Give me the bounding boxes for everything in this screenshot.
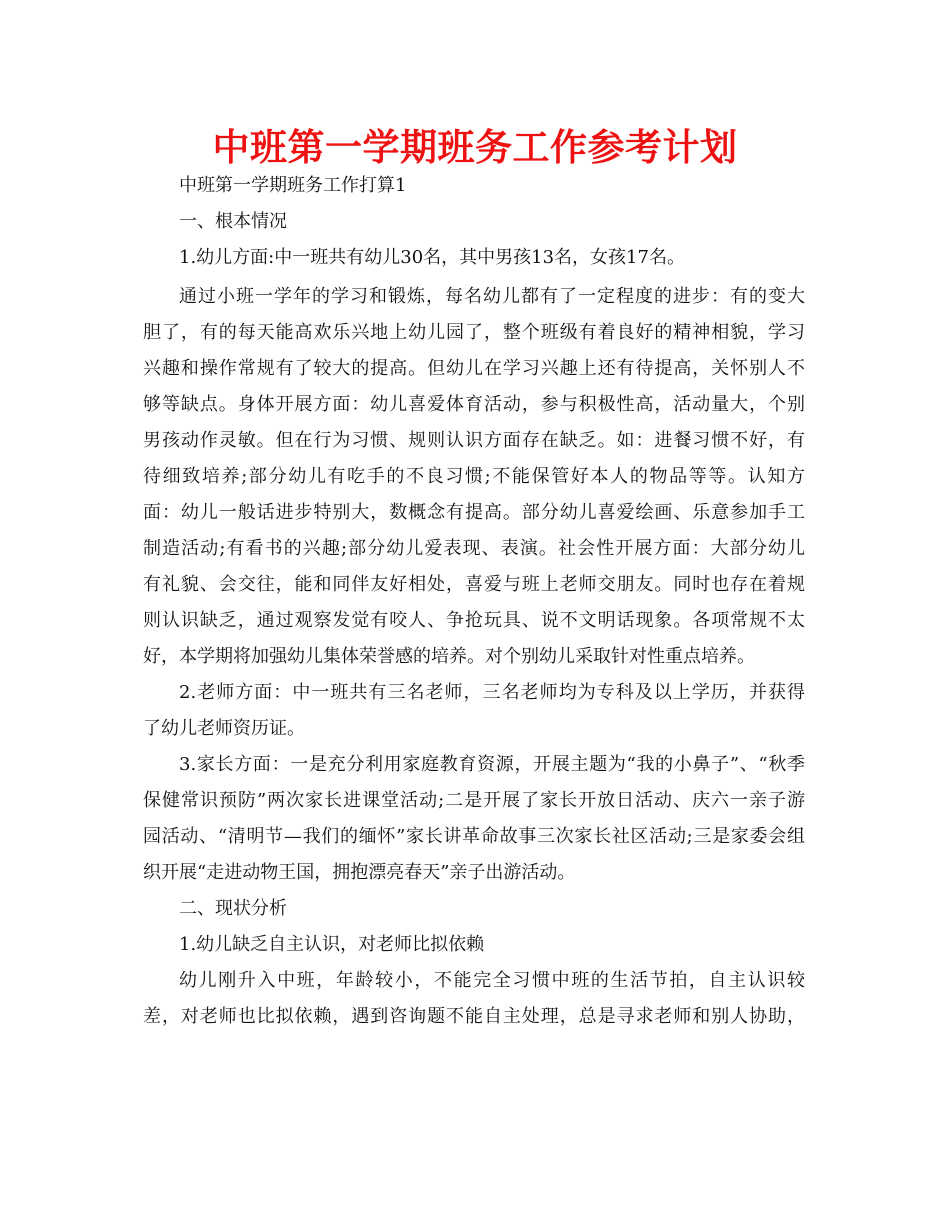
subtitle-line: 中班第一学期班务工作打算1	[179, 175, 407, 196]
paragraph-line: 保健常识预防”两次家长进课堂活动;二是开展了家长开放日活动、庆六一亲子游	[143, 790, 805, 811]
paragraph-line: 兴趣和操作常规有了较大的提高。但幼儿在学习兴趣上还有待提高，关怀别人不	[143, 358, 805, 379]
paragraph-line: 幼儿刚升入中班，年龄较小，不能完全习惯中班的生活节拍，自主认识较	[179, 970, 805, 991]
paragraph-line: 织开展“走进动物王国，拥抱漂亮春天”亲子出游活动。	[143, 862, 576, 883]
paragraph-line: 1.幼儿方面:中一班共有幼儿30名，其中男孩13名，女孩17名。	[179, 247, 685, 268]
paragraph-line: 待细致培养;部分幼儿有吃手的不良习惯;不能保管好本人的物品等等。认知方	[143, 466, 805, 487]
paragraph-line: 了幼儿老师资历证。	[143, 718, 305, 739]
paragraph-line: 制造活动;有看书的兴趣;部分幼儿爱表现、表演。社会性开展方面：大部分幼儿	[143, 538, 805, 559]
paragraph-line: 2.老师方面：中一班共有三名老师，三名老师均为专科及以上学历，并获得	[179, 682, 805, 703]
section-heading: 一、根本情况	[179, 211, 287, 232]
paragraph-line: 够等缺点。身体开展方面：幼儿喜爱体育活动，参与积极性高，活动量大，个别	[143, 394, 805, 415]
document-title: 中班第一学期班务工作参考计划	[212, 126, 738, 169]
paragraph-line: 胆了，有的每天能高欢乐兴地上幼儿园了，整个班级有着良好的精神相貌，学习	[143, 322, 805, 343]
subsection-heading: 1.幼儿缺乏自主认识，对老师比拟依赖	[179, 934, 485, 955]
paragraph-line: 差，对老师也比拟依赖，遇到咨询题不能自主处理，总是寻求老师和别人协助，	[143, 1006, 805, 1027]
paragraph-line: 面：幼儿一般话进步特别大，数概念有提高。部分幼儿喜爱绘画、乐意参加手工	[143, 502, 805, 523]
paragraph-line: 有礼貌、会交往，能和同伴友好相处，喜爱与班上老师交朋友。同时也存在着规	[143, 574, 805, 595]
paragraph-line: 男孩动作灵敏。但在行为习惯、规则认识方面存在缺乏。如：进餐习惯不好，有	[143, 430, 805, 451]
paragraph-line: 园活动、“清明节—我们的缅怀”家长讲革命故事三次家长社区活动;三是家委会组	[143, 826, 805, 847]
paragraph-line: 通过小班一学年的学习和锻炼，每名幼儿都有了一定程度的进步：有的变大	[179, 286, 805, 307]
document-body	[143, 168, 805, 1035]
paragraph-line: 3.家长方面：一是充分利用家庭教育资源，开展主题为“我的小鼻子”、“秋季	[179, 754, 805, 775]
paragraph-line: 则认识缺乏，通过观察发觉有咬人、争抢玩具、说不文明话现象。各项常规不太	[143, 610, 805, 631]
paragraph-line: 好，本学期将加强幼儿集体荣誉感的培养。对个别幼儿采取针对性重点培养。	[143, 646, 755, 667]
section-heading: 二、现状分析	[179, 898, 287, 919]
